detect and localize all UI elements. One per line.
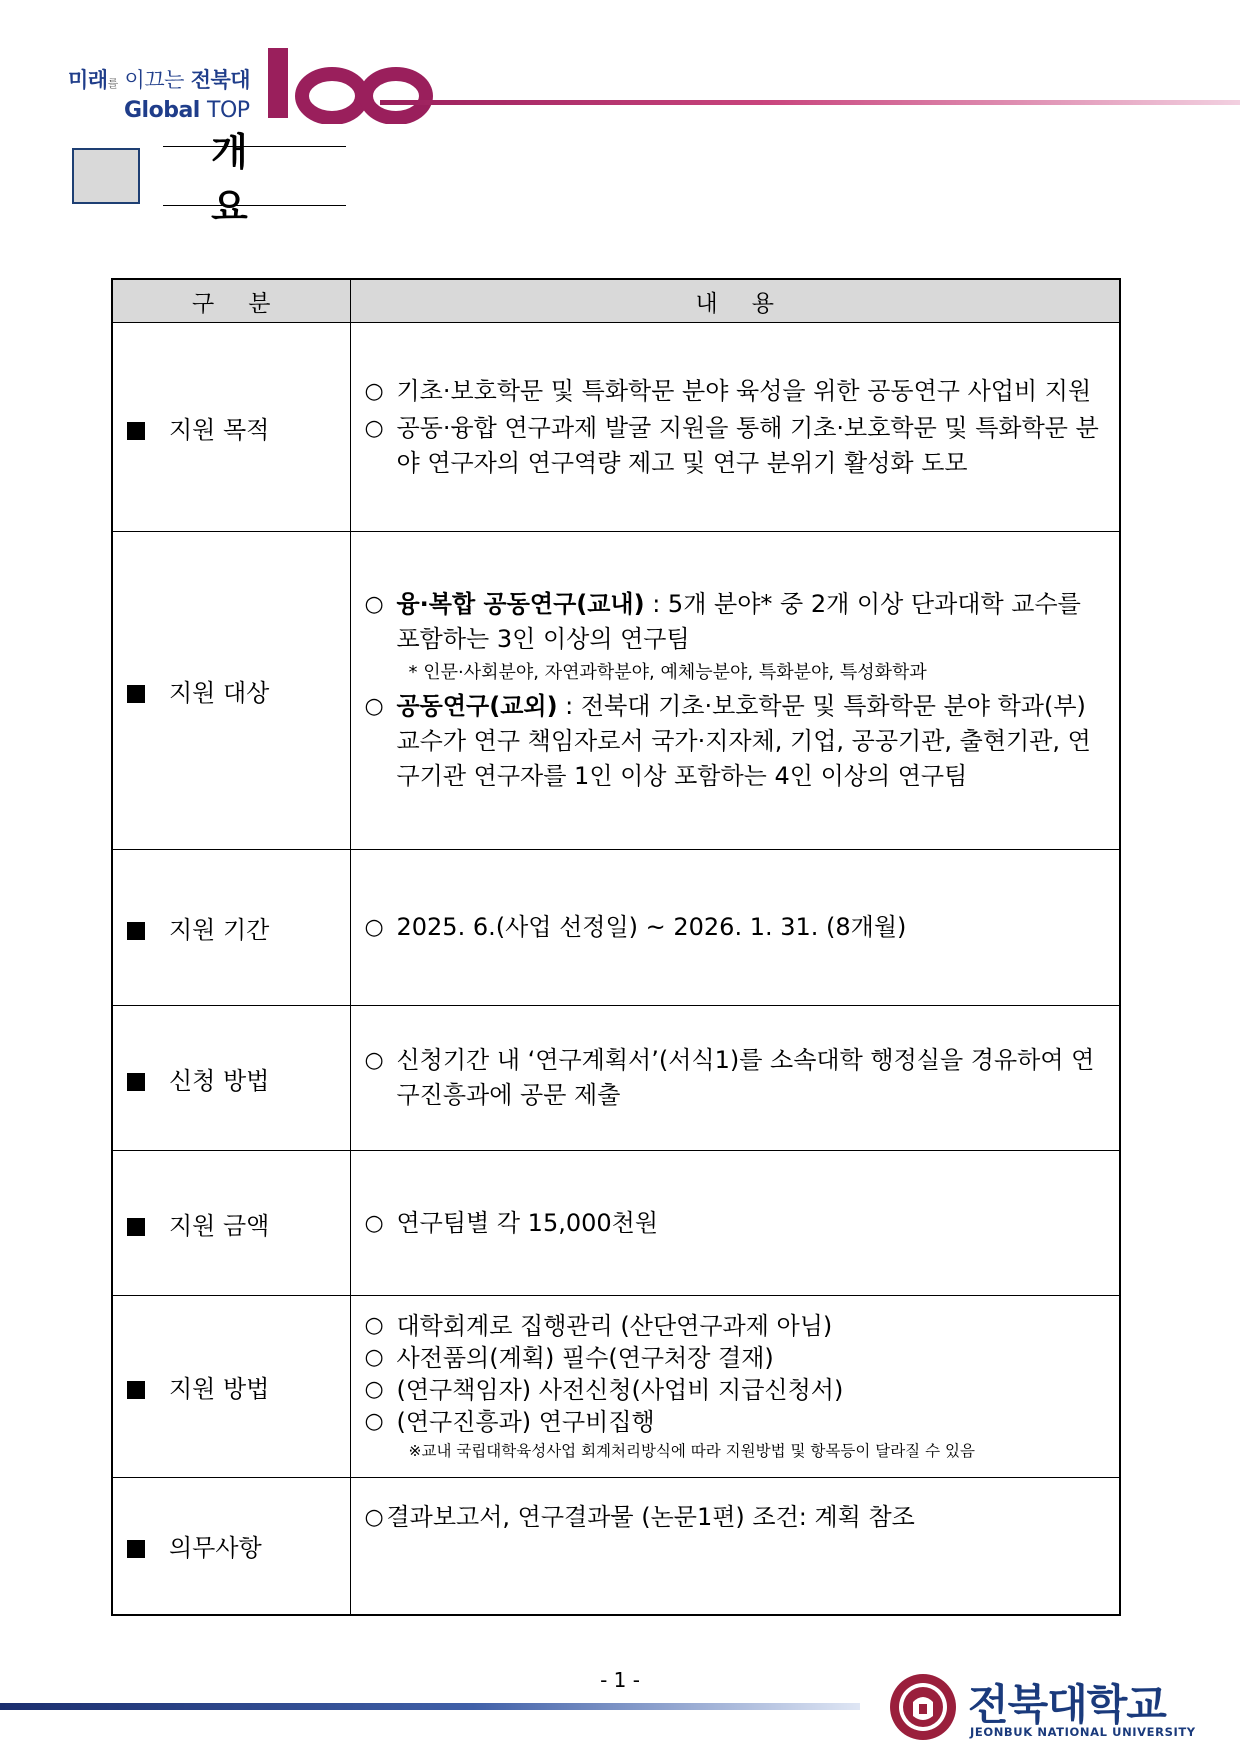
circle-bullet-icon: ○ [364,1505,384,1530]
page-number: - 1 - [600,1668,640,1692]
list-item: ○ 연구팀별 각 15,000천원 [365,1206,1106,1241]
row-content-target [350,532,1120,850]
circle-bullet-icon: ○ [364,694,384,719]
section-title: 개요 [163,146,346,206]
circle-bullet-icon: ○ [364,915,384,940]
table-row [112,1006,1120,1151]
black-square-icon [127,1540,145,1558]
header-content: 내용 [350,279,1120,323]
logo-100-icon [264,44,454,124]
row-label-apply [112,1006,350,1151]
university-name-ko: 전북대학교 [968,1680,1166,1729]
university-name-en: JEONBUK NATIONAL UNIVERSITY [970,1725,1196,1739]
logo-text-mirae: 미래 [68,68,108,92]
row-content-purpose [350,323,1120,532]
support-method-note: ※교내 국립대학육성사업 회계처리방식에 따라 지원방법 및 항목등이 달라질 수 있음 [408,1441,975,1460]
header-rule [380,100,1240,105]
circle-bullet-icon: ○ [364,1344,384,1370]
list-item: ○ 공동·융합 연구과제 발굴 지원을 통해 기초·보호학문 및 특화학문 분야 연구자의 연구역량 제고 및 연구 분위기 활성화 도모 [365,411,1106,481]
list-item: ○ 융·복합 공동연구(교내) : 5개 분야* 중 2개 이상 단과대학 교수를 포함하는 3인 이상의 연구팀 [365,587,1106,657]
logo-slogan [68,64,250,94]
circle-bullet-icon: ○ [364,1408,384,1434]
logo-text-ikkeuneun: 이끄는 [124,68,184,92]
circle-bullet-icon: ○ [364,1376,384,1402]
logo-text-global: Global [124,98,200,123]
list-item: ○ 신청기간 내 ‘연구계획서’(서식1)를 소속대학 행정실을 경유하여 연구진흥과에 공문 제출 [365,1043,1106,1113]
black-square-icon [127,1381,145,1399]
table-row [112,532,1120,850]
row-label-period [112,850,350,1006]
row-label-text: 신청 방법 [169,1066,270,1095]
circle-bullet-icon: ○ [364,592,384,617]
black-square-icon [127,1218,145,1236]
logo-text-jbnu: 전북대 [190,68,251,92]
list-item: ○ 결과보고서, 연구결과물 (논문1편) 조건: 계획 참조 [365,1500,1106,1535]
row-label-text: 지원 대상 [169,679,270,707]
row-label-text: 지원 방법 [169,1375,270,1403]
black-square-icon [127,1073,145,1091]
row-label-text: 의무사항 [169,1534,262,1563]
table-row [112,850,1120,1006]
list-item: ○ (연구진흥과) 연구비집행 [364,1407,655,1436]
row-label-text: 지원 금액 [169,1211,270,1240]
row-content-apply [350,1006,1120,1151]
table-row [112,1151,1120,1296]
black-square-icon [127,922,145,940]
section-marker-box [72,148,140,204]
list-item: ○ 공동연구(교외) : 전북대 기초·보호학문 및 특화학문 분야 학과(부) 교수가 연구 책임자로서 국가·지자체, 기업, 공공기관, 출현기관, 연구기관 연구자를 1인 이상 포함하는 4인 이상의 연구팀 [365,689,1106,794]
black-square-icon [127,685,145,703]
footer-bar [0,1703,860,1710]
footnote: * 인문·사회분야, 자연과학분야, 예체능분야, 특화분야, 특성화학과 [408,662,927,683]
table-row [112,323,1120,532]
header-category: 구분 [112,279,350,323]
row-content-obligation [350,1478,1120,1615]
table-row [112,1478,1120,1615]
row-label-obligation [112,1478,350,1615]
row-label-amount [112,1151,350,1296]
logo-global-top [124,98,250,123]
row-label-text: 지원 기간 [169,916,270,944]
circle-bullet-icon: ○ [364,1312,384,1338]
row-label-purpose [112,323,350,532]
top100-logo [68,44,398,124]
overview-table [111,278,1121,1616]
circle-bullet-icon: ○ [364,378,384,404]
list-item: ○ 2025. 6.(사업 선정일) ~ 2026. 1. 31. (8개월) [365,910,1106,945]
list-item: ○ 사전품의(계획) 필수(연구처장 결재) [364,1343,774,1372]
row-label-text: 지원 목적 [169,415,270,444]
black-square-icon [127,422,145,440]
list-item: ○ 기초·보호학문 및 특화학문 분야 육성을 위한 공동연구 사업비 지원 [365,374,1106,409]
circle-bullet-icon: ○ [364,1210,384,1236]
circle-bullet-icon: ○ [364,1048,384,1073]
row-content-period [350,850,1120,1006]
row-content-support-method [350,1296,1120,1478]
row-content-amount [350,1151,1120,1296]
university-seal-icon [888,1672,958,1742]
table-header-row [112,279,1120,323]
circle-bullet-icon: ○ [364,415,384,441]
list-item: ○ 대학회계로 집행관리 (산단연구과제 아님) [364,1311,833,1340]
logo-text-top: TOP [207,98,250,123]
row-label-target [112,532,350,850]
row-label-support-method [112,1296,350,1478]
logo-text-reul: 를 [107,77,118,90]
table-row [112,1296,1120,1478]
list-item: ○ (연구책임자) 사전신청(사업비 지급신청서) [364,1375,844,1404]
